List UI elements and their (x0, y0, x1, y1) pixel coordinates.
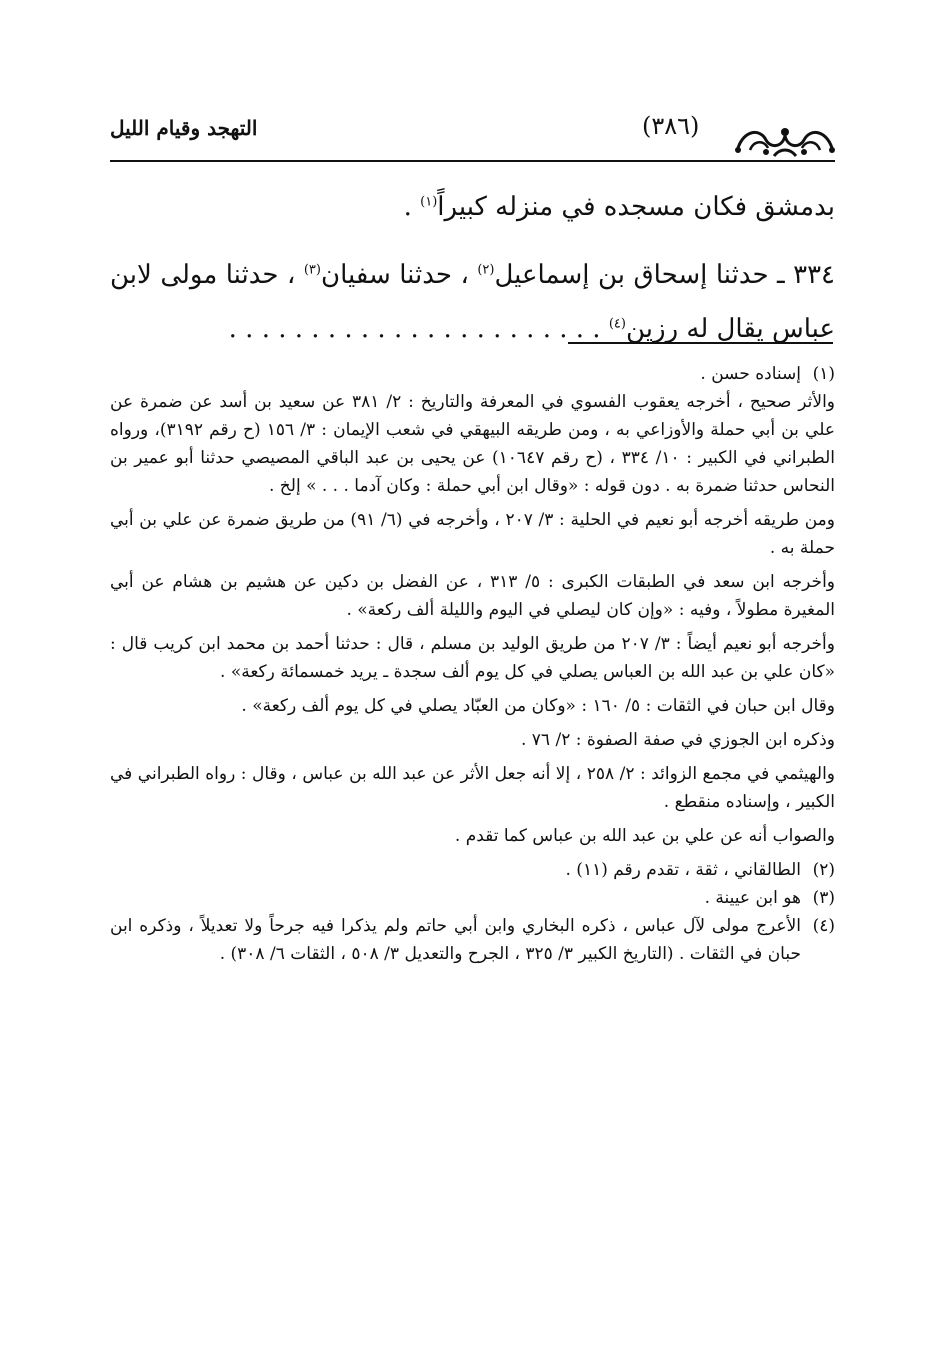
footnote-1: (١) إسناده حسن . (110, 360, 835, 388)
footnote-1-paragraph: والأثر صحيح ، أخرجه يعقوب الفسوي في المعرفة والتاريخ : ٢/ ٣٨١ عن سعيد بن أسد عن ضمرة عن علي بن أبي حملة والأوزاعي به ، ومن طريقه البيهقي في شعب الإيمان : ٣/ ١٥٦ (ح رقم ٣١٩٢)، ورواه الطبراني في الكبير : ١٠/ ٣٣٤ ، (ح رقم ١٠٦٤٧) عن يحيى بن عبد الباقي المصيصي حدثنا أبو عمير بن النحاس حدثنا ضمرة به . دون قوله : «وقال ابن أبي حملة : وكان آدما . . . » إلخ . (110, 392, 836, 496)
footnote-number: (٢) (812, 860, 835, 880)
ornament-icon (730, 118, 840, 162)
footnote-4: (٤) الأعرج مولى لآل عباس ، ذكره البخاري وابن أبي حاتم ولم يذكرا فيه جرحاً ولا تعديلاً ، وذكره ابن حبان في الثقات . (التاريخ الكبير ٣/ ٣٢٥ ، الجرح والتعديل ٣/ ٥٠٨ ، الثقات ٦/ ٣٠٨) . (110, 912, 835, 968)
footnote-separator (568, 342, 833, 344)
footnotes (110, 360, 835, 968)
footnote-3: (٣) هو ابن عيينة . (110, 884, 835, 912)
footnote-1-paragraph: وذكره ابن الجوزي في صفة الصفوة : ٢/ ٧٦ . (520, 730, 835, 750)
footnote-2: (٢) الطالقاني ، ثقة ، تقدم رقم (١١) . (110, 856, 835, 884)
footnote-ref-3: (٣) (303, 262, 321, 278)
footnote-1-paragraph: وأخرجه أبو نعيم أيضاً : ٣/ ٢٠٧ من طريق الوليد بن مسلم ، قال : حدثنا أحمد بن محمد ابن كريب قال : «كان علي بن عبد الله بن العباس يصلي في كل يوم ألف سجدة ـ يريد خمسمائة ركعة» . (110, 634, 835, 682)
running-title: التهجد وقيام الليل (110, 116, 258, 140)
footnote-ref-4: (٤) (608, 316, 626, 332)
footnote-1-paragraph: والهيثمي في مجمع الزوائد : ٢/ ٢٥٨ ، إلا أنه جعل الأثر عن عبد الله بن عباس ، وقال : رواه الطبراني في الكبير ، وإسناده منقطع . (110, 764, 836, 812)
main-line-1: بدمشق فكان مسجده في منزله كبيراً$^{(١)}$ . (403, 192, 835, 222)
footnote-ref-2: (٢) (477, 262, 495, 278)
footnote-1-paragraph: ومن طريقه أخرجه أبو نعيم في الحلية : ٣/ ٢٠٧ ، وأخرجه في (٦/ ٩١) من طريق ضمرة عن علي بن أبي حملة به . (110, 510, 835, 558)
footnote-number: (٣) (812, 888, 835, 908)
footnote-number: (١) (812, 364, 835, 384)
footnote-1-paragraph: وقال ابن حبان في الثقات : ٥/ ١٦٠ : «وكان من العبّاد يصلي في كل يوم ألف ركعة» . (241, 696, 835, 716)
footnote-1-paragraph: وأخرجه ابن سعد في الطبقات الكبرى : ٥/ ٣١٣ ، عن الفضل بن دكين عن هشيم بن هشام عن أبي المغيرة مطولاً ، وفيه : «وإن كان ليصلي في اليوم والليلة ألف ركعة» . (110, 572, 835, 620)
page-header (110, 112, 835, 162)
footnote-1-paragraph: والصواب أنه عن علي بن عبد الله بن عباس كما تقدم . (454, 826, 835, 846)
hadith-334: ٣٣٤ ـ حدثنا إسحاق بن إسماعيل$^{(٢)}$ ، حدثنا سفيان$^{(٣)}$ ، حدثنا مولى لابن عباس يقال له رزين$^{(٤)}$ . . . . . . . . . . . . . . . . . . . . . . . (110, 260, 836, 344)
footnote-number: (٤) (812, 916, 835, 936)
page-number: (٣٨٦) (642, 112, 700, 140)
main-text (110, 180, 835, 356)
footnote-ref-1: (١) (420, 194, 438, 210)
ellipsis-dots: . . . . . . . . . . . . . . . . . . . . . . . (228, 314, 601, 344)
